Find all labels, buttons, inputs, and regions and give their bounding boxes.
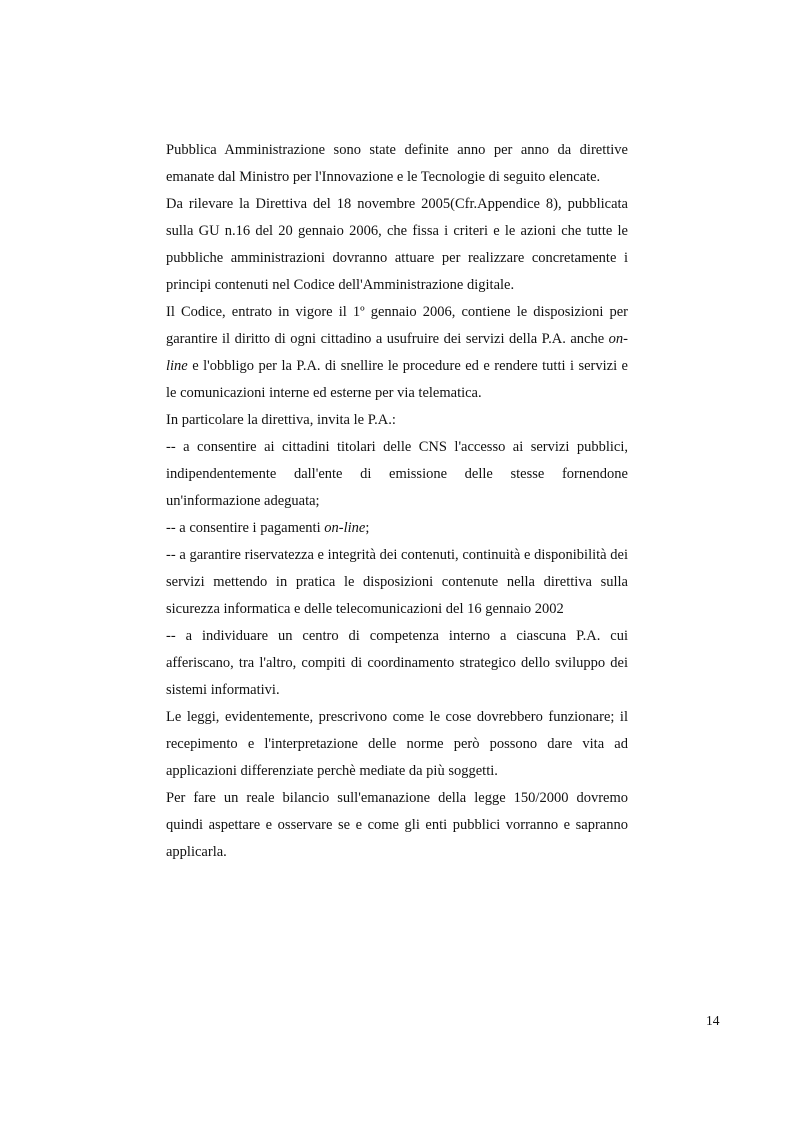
paragraph-3-text-end: e l'obbligo per la P.A. di snellire le procedure ed e rendere tutti i servizi e le comunicazioni interne ed esterne per via telematica. xyxy=(166,358,628,401)
paragraph-2-text: Da rilevare la Direttiva del 18 novembre 2005(Cfr.Appendice 8), pubblicata sulla GU n.16 del 20 gennaio 2006, che fissa i criteri e le azioni che tutte le pubbliche amministrazioni dovranno attuare per realizzare concretamente i principi contenuti nel Codice dell'Amministrazione digitale. xyxy=(166,196,628,293)
list-item-1-text: -- a consentire ai cittadini titolari delle CNS l'accesso ai servizi pubblici, indipendentemente dall'ente di emissione delle stesse fornendone un'informazione adeguata; xyxy=(166,439,628,509)
paragraph-5 xyxy=(166,704,628,785)
list-item-3-text: -- a garantire riservatezza e integrità dei contenuti, continuità e disponibilità dei servizi mettendo in pratica le disposizioni contenute nella direttiva sulla sicurezza informatica e delle telecomunicazioni del 16 gennaio 2002 xyxy=(166,547,628,617)
list-item-1 xyxy=(166,434,628,515)
list-item-2-text-end: ; xyxy=(365,520,370,536)
list-item-4-text: -- a individuare un centro di competenza interno a ciascuna P.A. cui afferiscano, tra l'altro, compiti di coordinamento strategico dello sviluppo dei sistemi informativi. xyxy=(166,628,628,698)
paragraph-6-text: Per fare un reale bilancio sull'emanazione della legge 150/2000 dovremo quindi aspettare e osservare se e come gli enti pubblici vorranno e sapranno applicarla. xyxy=(166,790,628,860)
paragraph-3-text-start: Il Codice, entrato in vigore il 1º gennaio 2006, contiene le disposizioni per garantire il diritto di ogni cittadino a usufruire dei servizi della P.A. anche xyxy=(166,304,628,347)
list-item-2-italic-online: on-line xyxy=(324,520,366,536)
list-item-2 xyxy=(166,515,628,542)
paragraph-3 xyxy=(166,299,628,407)
page-number: 14 xyxy=(706,1013,720,1028)
list-item-3 xyxy=(166,542,628,623)
paragraph-1-text: Pubblica Amministrazione sono state definite anno per anno da direttive emanate dal Ministro per l'Innovazione e le Tecnologie di seguito elencate. xyxy=(166,142,628,185)
paragraph-4 xyxy=(166,407,628,434)
paragraph-2 xyxy=(166,191,628,299)
list-item-4 xyxy=(166,623,628,704)
paragraph-5-text: Le leggi, evidentemente, prescrivono come le cose dovrebbero funzionare; il recepimento e l'interpretazione delle norme però possono dare vita ad applicazioni differenziate perchè mediate da più soggetti. xyxy=(166,709,628,779)
list-item-2-text-start: -- a consentire i pagamenti xyxy=(166,520,325,536)
paragraph-4-text: In particolare la direttiva, invita le P.A.: xyxy=(166,412,396,428)
body-text xyxy=(166,137,628,866)
paragraph-1 xyxy=(166,137,628,191)
paragraph-3-italic-online: on-line xyxy=(166,331,628,374)
paragraph-6 xyxy=(166,785,628,866)
